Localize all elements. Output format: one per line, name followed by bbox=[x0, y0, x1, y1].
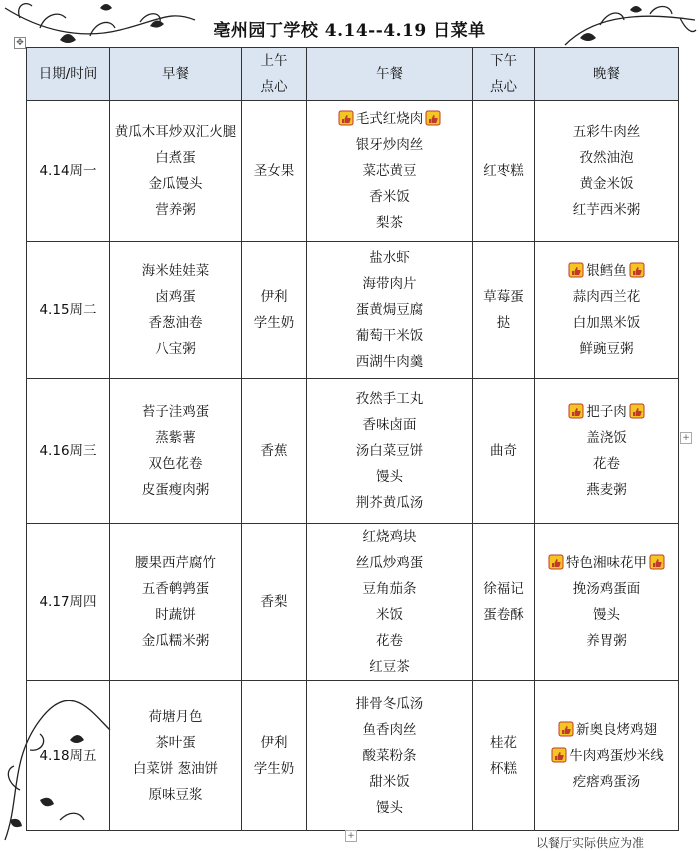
menu-item-label: 花卷 bbox=[593, 456, 620, 472]
menu-item bbox=[356, 132, 424, 158]
menu-item bbox=[356, 349, 424, 375]
menu-item-label: 红烧鸡块 bbox=[362, 529, 417, 545]
menu-item bbox=[369, 245, 410, 271]
cell-date bbox=[27, 379, 110, 524]
menu-item-label: 盐水虾 bbox=[369, 250, 410, 266]
menu-item bbox=[363, 412, 417, 438]
menu-item-label: 盖浇饭 bbox=[586, 430, 627, 446]
menu-item bbox=[356, 386, 424, 412]
menu-item bbox=[586, 477, 627, 503]
menu-item-label: 香味卤面 bbox=[362, 417, 417, 433]
cell-dinner bbox=[535, 242, 679, 379]
menu-item-label: 挽汤鸡蛋面 bbox=[572, 581, 641, 597]
menu-item bbox=[586, 425, 627, 451]
menu-item: 八宝粥 bbox=[155, 341, 196, 357]
thumbs-up-icon bbox=[338, 110, 354, 126]
menu-item: 原味豆浆 bbox=[148, 786, 203, 803]
cell-dinner bbox=[535, 524, 679, 681]
menu-item-label: 红芋西米粥 bbox=[572, 202, 641, 218]
menu-item: 时蔬饼 bbox=[155, 607, 196, 623]
menu-item-label: 毛式红烧肉 bbox=[355, 111, 424, 127]
header-am-snack: 上午 点心 bbox=[242, 48, 307, 101]
menu-item-label: 五彩牛肉丝 bbox=[572, 124, 641, 140]
menu-item bbox=[356, 438, 424, 464]
thumbs-up-icon bbox=[649, 554, 665, 570]
menu-item bbox=[363, 743, 417, 769]
cell-am-snack bbox=[242, 242, 307, 379]
menu-item-label: 甜米饭 bbox=[369, 773, 410, 790]
menu-item bbox=[573, 769, 641, 795]
menu-item-label: 特色湘味花甲 bbox=[566, 555, 647, 571]
cell-lunch bbox=[307, 101, 473, 242]
menu-item: 皮蛋瘦肉粥 bbox=[141, 482, 210, 498]
menu-item: 白煮蛋 bbox=[155, 150, 196, 166]
menu-item: 香蕉 bbox=[260, 443, 288, 459]
menu-row bbox=[27, 524, 679, 681]
weekly-menu-table bbox=[26, 47, 679, 831]
menu-item-label: 豆角茄条 bbox=[362, 581, 417, 597]
thumbs-up-icon bbox=[629, 262, 645, 278]
menu-item: 红枣糕 bbox=[483, 163, 524, 179]
cell-lunch bbox=[307, 242, 473, 379]
cell-dinner bbox=[535, 681, 679, 831]
menu-item bbox=[573, 284, 641, 310]
menu-item-label: 疙瘩鸡蛋汤 bbox=[572, 773, 641, 790]
cell-am-snack bbox=[242, 101, 307, 242]
menu-item bbox=[356, 691, 424, 717]
menu-item bbox=[369, 769, 410, 795]
menu-item bbox=[593, 451, 620, 477]
menu-item-label: 牛肉鸡蛋炒米线 bbox=[569, 747, 664, 764]
menu-item-label: 红豆茶 bbox=[369, 659, 410, 675]
menu-item-label: 馒头 bbox=[376, 469, 403, 485]
menu-item-label: 养胃粥 bbox=[586, 633, 627, 649]
date-label: 4.14周一 bbox=[39, 163, 97, 179]
cell-breakfast bbox=[110, 242, 242, 379]
menu-item-label: 鲜豌豆粥 bbox=[579, 341, 634, 357]
menu-item-label: 西湖牛肉羹 bbox=[355, 354, 424, 370]
menu-item bbox=[376, 602, 403, 628]
menu-item: 挞 bbox=[496, 315, 511, 331]
cell-lunch bbox=[307, 524, 473, 681]
header-pm-snack: 下午 点心 bbox=[473, 48, 535, 101]
menu-item-label: 梨茶 bbox=[376, 215, 403, 231]
menu-item: 双色花卷 bbox=[148, 456, 203, 472]
cell-pm-snack bbox=[473, 101, 535, 242]
menu-item-label: 蛋黄焗豆腐 bbox=[355, 302, 424, 318]
menu-row bbox=[27, 101, 679, 242]
menu-item: 圣女果 bbox=[253, 163, 295, 179]
footnote: 以餐厅实际供应为准 bbox=[536, 836, 645, 850]
menu-item: 茶叶蛋 bbox=[155, 734, 196, 751]
menu-item-label: 馒头 bbox=[376, 799, 403, 816]
header-lunch: 午餐 bbox=[307, 48, 473, 101]
menu-item: 卤鸡蛋 bbox=[155, 289, 196, 305]
menu-item: 白菜饼 葱油饼 bbox=[132, 760, 219, 777]
menu-title: 亳州园丁学校 4.14--4.19 日菜单 bbox=[213, 21, 486, 41]
menu-item bbox=[363, 158, 417, 184]
menu-item-label: 孜然手工丸 bbox=[355, 391, 424, 407]
menu-item bbox=[356, 297, 424, 323]
menu-item bbox=[363, 524, 417, 550]
thumbs-up-icon bbox=[558, 721, 574, 737]
menu-item: 徐福记 bbox=[483, 581, 524, 597]
menu-item-label: 鱼香肉丝 bbox=[362, 721, 417, 738]
menu-item-label: 新奥良烤鸡翅 bbox=[576, 721, 657, 738]
menu-item bbox=[586, 628, 627, 654]
cell-breakfast bbox=[110, 524, 242, 681]
menu-item-label: 白加黑米饭 bbox=[572, 315, 641, 331]
menu-item bbox=[566, 399, 647, 425]
cell-breakfast bbox=[110, 101, 242, 242]
menu-item-label: 银鳕鱼 bbox=[586, 263, 627, 279]
menu-item bbox=[363, 271, 417, 297]
thumbs-up-icon bbox=[551, 747, 567, 763]
menu-item: 荷塘月色 bbox=[148, 708, 203, 725]
menu-item: 香葱油卷 bbox=[148, 315, 203, 331]
menu-item: 香梨 bbox=[260, 594, 288, 610]
menu-item: 五香鹌鹑蛋 bbox=[141, 581, 210, 597]
menu-item: 海米娃娃菜 bbox=[141, 263, 210, 279]
menu-item bbox=[356, 550, 424, 576]
menu-item: 曲奇 bbox=[490, 443, 517, 459]
thumbs-up-icon bbox=[568, 262, 584, 278]
menu-item bbox=[573, 197, 641, 223]
menu-item-label: 葡萄干米饭 bbox=[355, 328, 424, 344]
menu-item-label: 汤白菜豆饼 bbox=[355, 443, 424, 459]
date-label: 4.15周二 bbox=[39, 302, 97, 318]
menu-item bbox=[573, 576, 641, 602]
menu-row bbox=[27, 242, 679, 379]
cell-dinner bbox=[535, 101, 679, 242]
menu-row bbox=[27, 379, 679, 524]
menu-item: 伊利 bbox=[260, 289, 288, 305]
menu-item-label: 米饭 bbox=[376, 607, 403, 623]
menu-item bbox=[376, 464, 403, 490]
menu-item: 腰果西芹腐竹 bbox=[135, 555, 216, 571]
date-label: 4.18周五 bbox=[39, 747, 97, 764]
menu-item: 蛋卷酥 bbox=[483, 607, 524, 623]
menu-item-label: 把子肉 bbox=[586, 404, 627, 420]
menu-item bbox=[580, 171, 634, 197]
header-breakfast: 早餐 bbox=[110, 48, 242, 101]
menu-item: 草莓蛋 bbox=[483, 289, 524, 305]
menu-item bbox=[556, 717, 657, 743]
menu-item-label: 菜芯黄豆 bbox=[362, 163, 417, 179]
menu-item: 营养粥 bbox=[155, 202, 196, 218]
menu-item: 苔子洼鸡蛋 bbox=[141, 404, 210, 420]
thumbs-up-icon bbox=[548, 554, 564, 570]
menu-item-label: 丝瓜炒鸡蛋 bbox=[355, 555, 424, 571]
cell-lunch bbox=[307, 681, 473, 831]
menu-item bbox=[546, 550, 667, 576]
menu-item-label: 黄金米饭 bbox=[579, 176, 634, 192]
menu-item: 桂花 bbox=[490, 734, 517, 751]
cell-lunch bbox=[307, 379, 473, 524]
menu-item bbox=[376, 210, 403, 236]
menu-item-label: 银牙炒肉丝 bbox=[355, 137, 424, 153]
table-extend-plus-icon[interactable]: + bbox=[345, 830, 357, 842]
cell-am-snack bbox=[242, 379, 307, 524]
menu-item: 黄瓜木耳炒双汇火腿 bbox=[114, 124, 237, 140]
menu-item: 伊利 bbox=[260, 734, 288, 751]
menu-item-label: 海带肉片 bbox=[362, 276, 417, 292]
date-label: 4.17周四 bbox=[39, 594, 97, 610]
menu-item bbox=[363, 576, 417, 602]
menu-item: 学生奶 bbox=[253, 760, 295, 777]
menu-item bbox=[356, 323, 424, 349]
cell-breakfast bbox=[110, 379, 242, 524]
menu-item bbox=[593, 602, 620, 628]
menu-item-label: 荆芥黄瓜汤 bbox=[355, 495, 424, 511]
menu-item: 杯糕 bbox=[490, 760, 517, 777]
menu-item: 金瓜馒头 bbox=[148, 176, 203, 192]
menu-body bbox=[27, 101, 679, 831]
menu-item bbox=[363, 717, 417, 743]
menu-item-label: 蒜肉西兰花 bbox=[572, 289, 641, 305]
cell-date bbox=[27, 681, 110, 831]
row-insert-plus-icon[interactable]: + bbox=[680, 432, 692, 444]
cell-date bbox=[27, 524, 110, 681]
menu-item bbox=[566, 258, 647, 284]
menu-item-label: 排骨冬瓜汤 bbox=[355, 695, 424, 712]
thumbs-up-icon bbox=[568, 403, 584, 419]
menu-row bbox=[27, 681, 679, 831]
cell-am-snack bbox=[242, 524, 307, 681]
menu-item bbox=[369, 654, 410, 680]
menu-item bbox=[369, 184, 410, 210]
menu-item bbox=[580, 336, 634, 362]
menu-item bbox=[336, 106, 444, 132]
cell-pm-snack bbox=[473, 242, 535, 379]
menu-item bbox=[580, 145, 634, 171]
menu-item bbox=[549, 743, 664, 769]
menu-item-label: 香米饭 bbox=[369, 189, 410, 205]
menu-item-label: 孜然油泡 bbox=[579, 150, 634, 166]
cell-breakfast bbox=[110, 681, 242, 831]
menu-item bbox=[573, 310, 641, 336]
menu-item: 学生奶 bbox=[253, 315, 295, 331]
menu-item: 金瓜糯米粥 bbox=[141, 633, 210, 649]
table-move-handle-icon[interactable]: ✥ bbox=[14, 37, 26, 49]
header-date: 日期/时间 bbox=[27, 48, 110, 101]
menu-item-label: 花卷 bbox=[376, 633, 403, 649]
menu-item-label: 馒头 bbox=[593, 607, 620, 623]
thumbs-up-icon bbox=[629, 403, 645, 419]
menu-item bbox=[376, 795, 403, 821]
thumbs-up-icon bbox=[425, 110, 441, 126]
header-dinner: 晚餐 bbox=[535, 48, 679, 101]
cell-date bbox=[27, 101, 110, 242]
menu-item-label: 燕麦粥 bbox=[586, 482, 627, 498]
cell-pm-snack bbox=[473, 379, 535, 524]
menu-item-label: 酸菜粉条 bbox=[362, 747, 417, 764]
header-row bbox=[27, 48, 679, 101]
date-label: 4.16周三 bbox=[39, 443, 97, 459]
menu-item bbox=[573, 119, 641, 145]
menu-item bbox=[356, 490, 424, 516]
cell-pm-snack bbox=[473, 681, 535, 831]
menu-item bbox=[376, 628, 403, 654]
cell-date bbox=[27, 242, 110, 379]
menu-item: 蒸紫薯 bbox=[155, 430, 196, 446]
cell-am-snack bbox=[242, 681, 307, 831]
cell-dinner bbox=[535, 379, 679, 524]
cell-pm-snack bbox=[473, 524, 535, 681]
